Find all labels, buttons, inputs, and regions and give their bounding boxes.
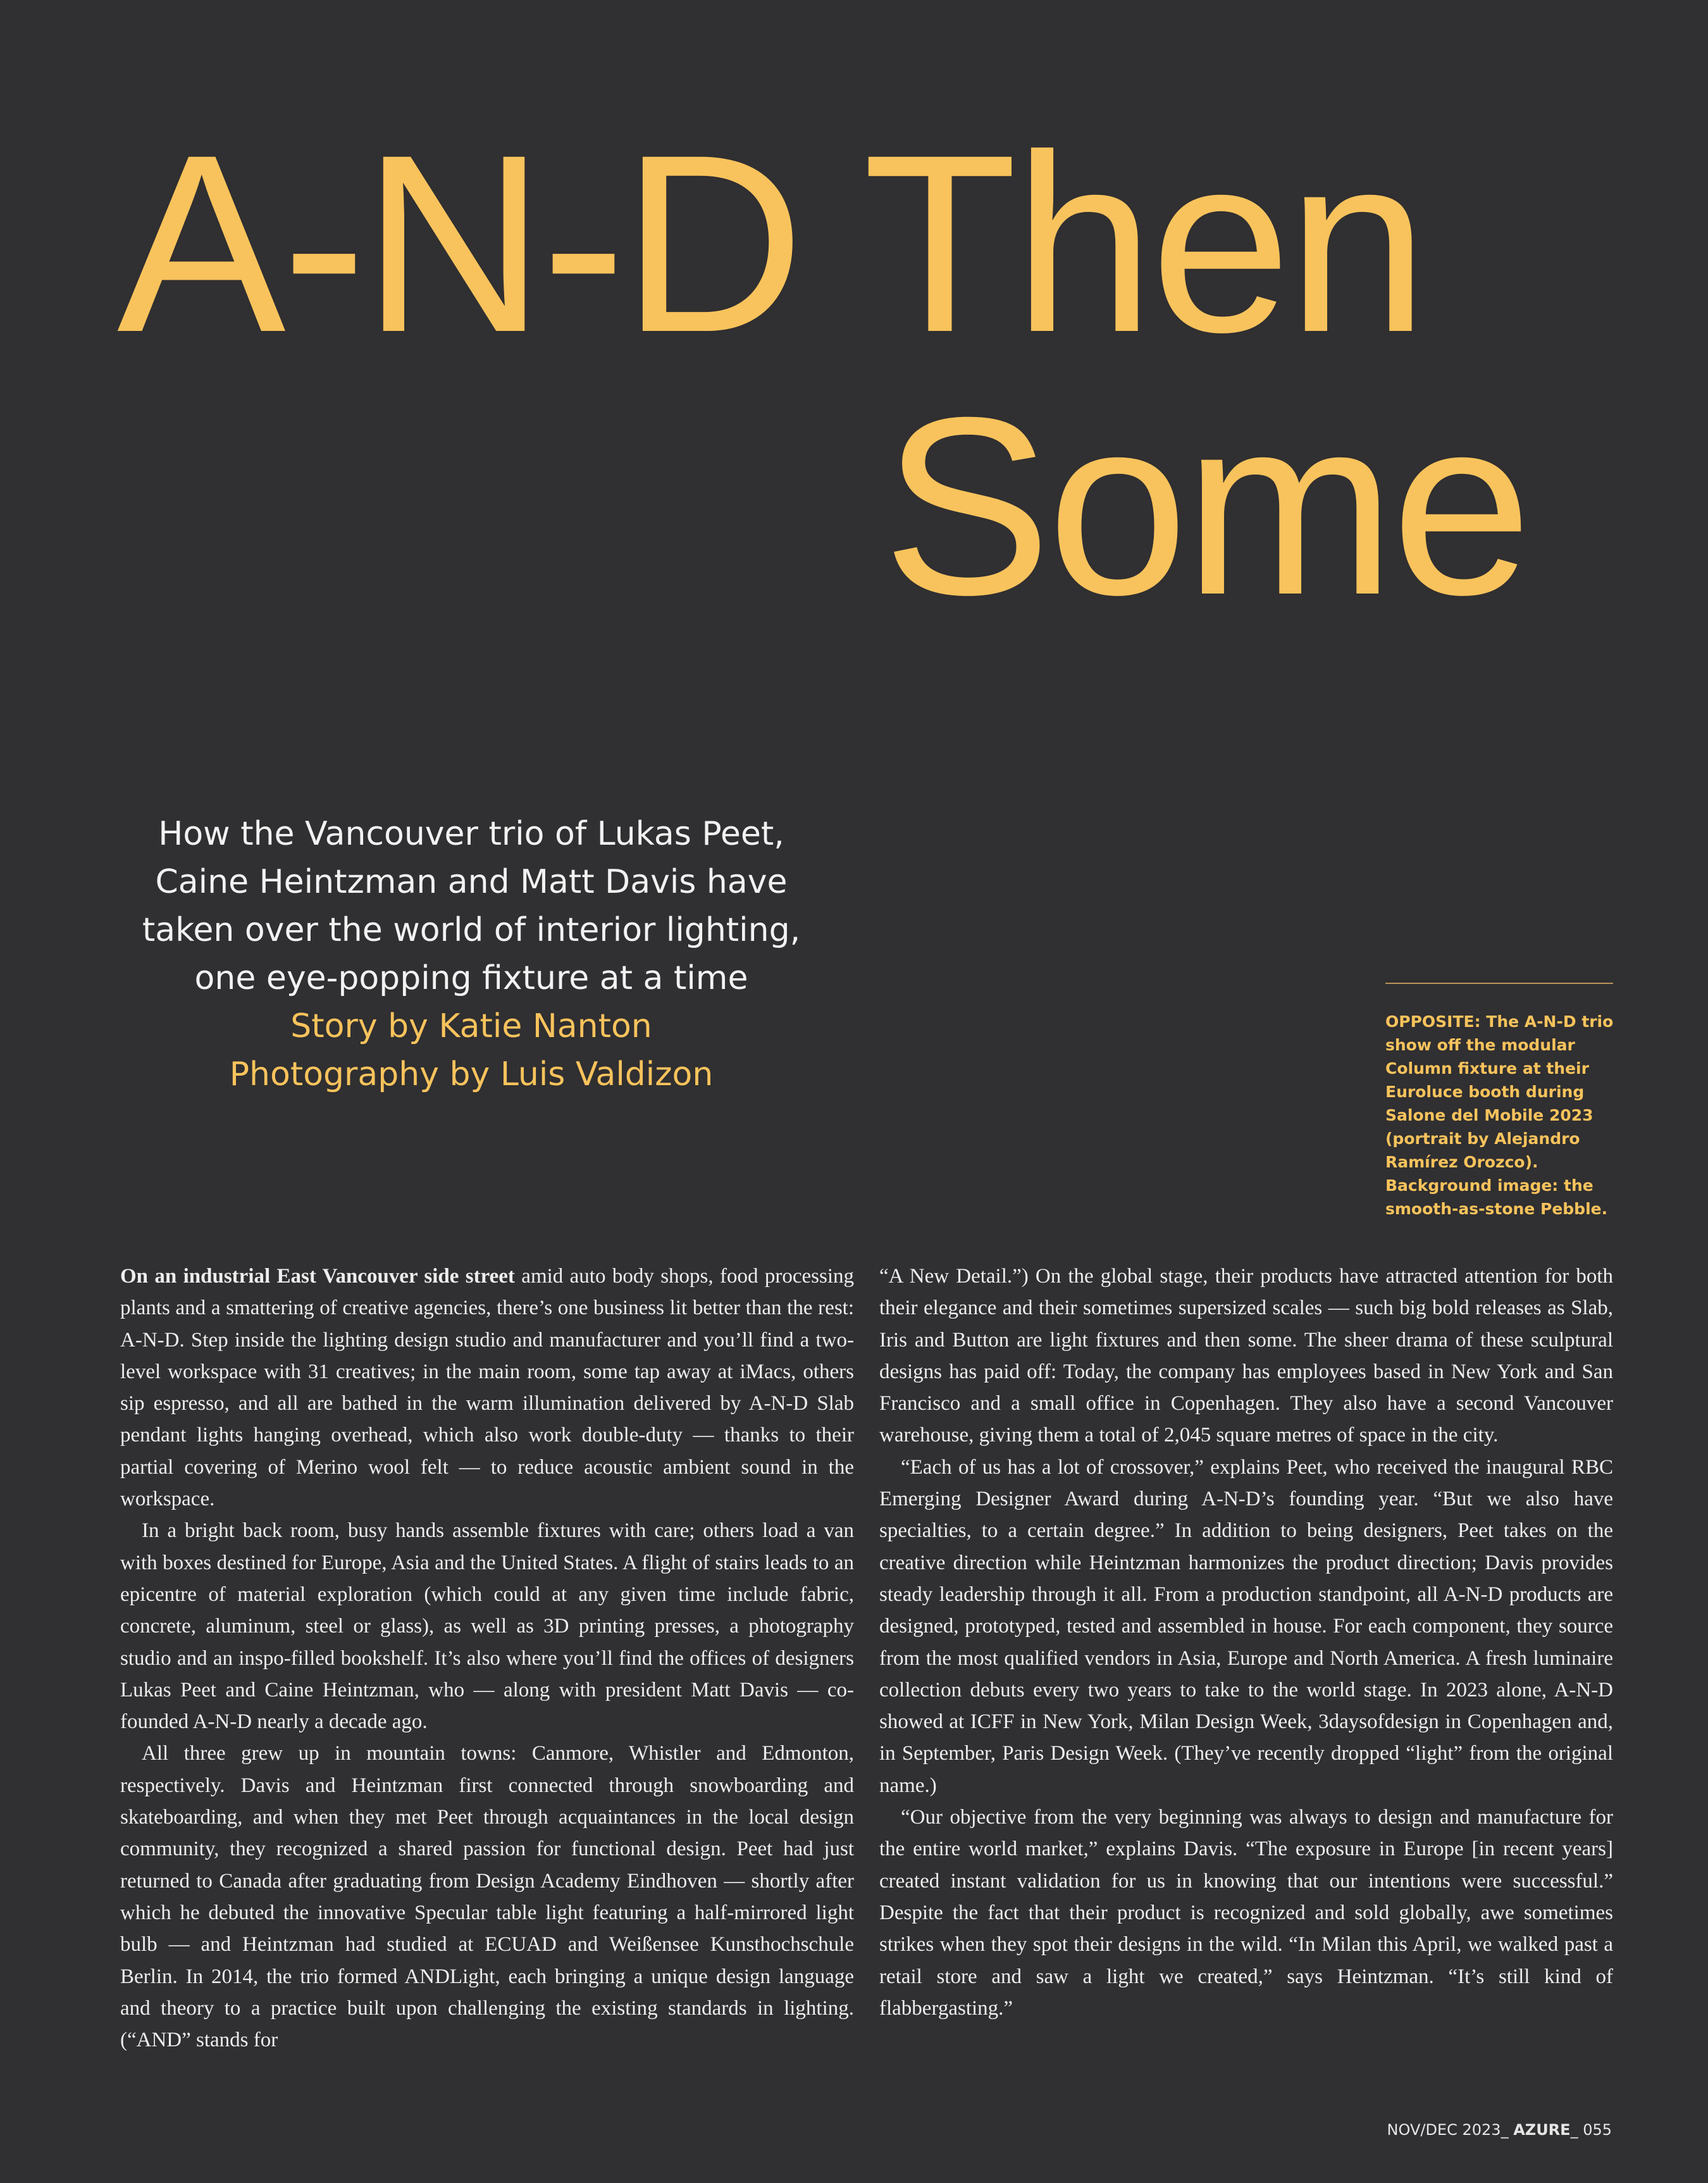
photography-byline: Photography by Luis Valdizon bbox=[229, 1055, 714, 1093]
body-paragraph: “Each of us has a lot of crossover,” explains Peet, who received the inaugural RBC Emerging Designer Award during A-N-D’s founding year. “But we also have specialties, to a certain degree.” In addition to being designers, Peet takes on the creative direction while Heintzman harmonizes the product direction; Davis provides steady leadership through it all. From a production standpoint, all A-N-D products are designed, prototyped, tested and assembled in house. For each component, they source from the most qualified vendors in Asia, Europe and North America. A fresh luminaire collection debuts every two years to take to the world stage. In 2023 alone, A-N-D showed at ICFF in New York, Milan Design Week, 3daysofdesign in Copenhagen and, in September, Paris Design Week. (They’ve recently dropped “light” from the original name.) bbox=[879, 1455, 1613, 1797]
body-paragraph bbox=[120, 1260, 854, 1515]
body-text: amid auto body shops, food processing plants and a smattering of creative agencies, there’s one business lit better than the rest: A-N-D. Step inside the lighting design studio and manufacturer and you’ll find a two-level workspace with 31 creatives; in the main room, some tap away at iMacs, others sip espresso, and all are bathed in the warm illumination delivered by A-N-D Slab pendant lights hanging overhead, which also work double-duty — thanks to their partial covering of Merino wool felt — to reduce acoustic ambient sound in the workspace. bbox=[120, 1265, 855, 1511]
deck-line: taken over the world of interior lighting, bbox=[142, 911, 801, 949]
page-number: _ 055 bbox=[1570, 2121, 1612, 2139]
issue-date: NOV/DEC 2023_ bbox=[1387, 2121, 1509, 2139]
deck-line: one eye-popping fixture at a time bbox=[194, 959, 748, 997]
magazine-name: AZURE bbox=[1513, 2121, 1571, 2139]
caption-divider bbox=[1385, 983, 1613, 984]
body-column-right bbox=[879, 1260, 1613, 2024]
body-column-left bbox=[120, 1260, 854, 2056]
deck bbox=[127, 810, 816, 1098]
deck-line: Caine Heintzman and Matt Davis have bbox=[155, 863, 788, 901]
headline-line-1: A-N-D Then bbox=[117, 102, 1425, 385]
photo-caption: OPPOSITE: The A-N-D trio show off the modular Column fixture at their Euroluce booth during Salone del Mobile 2023 (portrait by Alejandro Ramírez Orozco). Background image: the smooth-as-stone Pebble. bbox=[1385, 1012, 1614, 1218]
body-paragraph: In a bright back room, busy hands assemble fixtures with care; others load a van with boxes destined for Europe, Asia and the United States. A flight of stairs leads to an epicentre of material exploration (which could at any given time include fabric, concrete, aluminum, steel or glass), as well as 3D printing presses, a photography studio and an inspo-filled bookshelf. It’s also where you’ll find the offices of designers Lukas Peet and Caine Heintzman, who — along with president Matt Davis — co-founded A-N-D nearly a decade ago. bbox=[120, 1519, 854, 1734]
deck-line: How the Vancouver trio of Lukas Peet, bbox=[158, 815, 784, 853]
story-byline: Story by Katie Nanton bbox=[290, 1007, 652, 1045]
body-paragraph: “Our objective from the very beginning was always to design and manufacture for the entire world market,” explains Davis. “The exposure in Europe [in recent years] created instant validation for us in knowing that our intentions were successful.” Despite the fact that their product is recognized and sold globally, awe sometimes strikes when they spot their designs in the wild. “In Milan this April, we walked past a retail store and saw a light we created,” says Heintzman. “It’s still kind of flabbergasting.” bbox=[879, 1806, 1613, 2020]
page-footer bbox=[1387, 2121, 1612, 2139]
lead-in: On an industrial East Vancouver side street bbox=[120, 1265, 515, 1288]
body-paragraph: “A New Detail.”) On the global stage, their products have attracted attention for both their elegance and their sometimes supersized scales — such big bold releases as Slab, Iris and Button are light fixtures and then some. The sheer drama of these sculptural designs has paid off: Today, the company has employees based in New York and San Francisco and a small office in Copenhagen. They also have a second Vancouver warehouse, giving them a total of 2,045 square metres of space in the city. bbox=[879, 1265, 1613, 1447]
headline-line-2: Some bbox=[882, 364, 1528, 647]
body-paragraph: All three grew up in mountain towns: Canmore, Whistler and Edmonton, respectively. Davis and Heintzman first connected through snowboarding and skateboarding, and when they met Peet through acquaintances in the local design community, they recognized a shared passion for functional design. Peet had just returned to Canada after graduating from Design Academy Eindhoven — shortly after which he debuted the innovative Specular table light featuring a half-mirrored light bulb — and Heintzman had studied at ECUAD and Weißensee Kunsthochschule Berlin. In 2014, the trio formed ANDLight, each bringing a unique design language and theory to a practice built upon challenging the existing standards in lighting. (“AND” stands for bbox=[120, 1742, 854, 2052]
